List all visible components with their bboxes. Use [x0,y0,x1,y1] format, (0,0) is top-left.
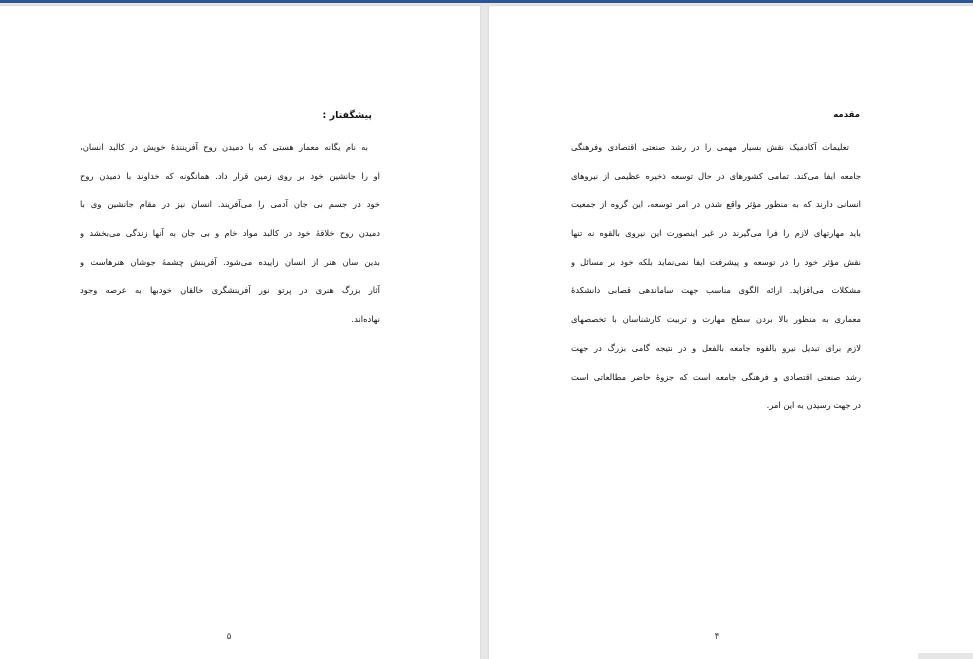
preface-paragraph[interactable] [80,133,380,334]
preface-line: آثار بزرگ هنری در پرتو نور آفرینشگری خالقان خودبها به عرصه وجود [80,285,380,296]
introduction-line: لازم برای تبدیل نیرو بالقوه جامعه بالفعل و در نتیجه گامی بزرگ در جهت [571,342,861,353]
preface-line: به نام یگانه معمار هستی که با دمیدن روح آفرینندۀ خویش در کالبد انسان، [80,142,368,152]
introduction-line: انسانی دارند که به منظور مؤثر واقع شدن در امر توسعه، این گروه از جمعیت [571,199,861,210]
introduction-line: در جهت رسیدن به این امر. [766,400,861,411]
document-page-left[interactable] [0,6,480,659]
introduction-heading: مقدمه [833,110,860,120]
page-number-right: ۴ [714,632,720,642]
page-number-left: ۵ [226,632,232,642]
introduction-line: نقش مؤثر خود را در توسعه و پیشرفت ایفا نمی‌نماید بلکه خود بر مسائل و [571,256,861,267]
preface-heading: پیشگفتار : [322,110,372,121]
preface-line: بدین سان هنر از انسان زاییده می‌شود. آفرینش چشمۀ جوشان هنرهاست و [80,256,380,267]
introduction-paragraph[interactable] [571,133,861,420]
introduction-line: مشکلات می‌افزاید. ارائه الگوی مناسب جهت ساماندهی قصابی دانشکدۀ [571,285,861,296]
preface-line: او را جانشین خود بر روی زمین قرار داد. همانگونه که خداوند با دمیدن روح [80,170,380,181]
preface-line: خود در جسم بی جان آدمی را می‌آفریند. انسان نیز در مقام جانشین وی با [80,199,380,210]
introduction-line: تعلیمات آکادمیک نقش بسیار مهمی را در رشد صنعتی اقتصادی وفرهنگی [571,142,849,152]
preface-line: دمیدن روح خلاقۀ خود در کالبد مواد خام و بی جان به آنها زندگی می‌بخشد و [80,228,380,239]
document-workspace[interactable] [0,3,973,659]
introduction-line: معماری به منظور بالا بردن سطح مهارت و تربیت کارشناسان با تخصصهای [571,314,861,325]
preface-line: نهاده‌اند. [351,314,380,325]
status-corner [918,653,973,659]
introduction-line: جامعه ایفا می‌کند. تمامی کشورهای در حال توسعه ذخیره عظیمی از نیروهای [571,170,861,181]
document-page-right[interactable] [489,6,973,659]
introduction-line: رشد صنعتی اقتصادی و فرهنگی جامعه است که جزوۀ حاضر مطالعاتی است [571,371,861,382]
introduction-line: باید مهارتهای لازم را فرا می‌گیرند در غیر اینصورت این نیروی بالقوه نه تنها [571,228,861,239]
